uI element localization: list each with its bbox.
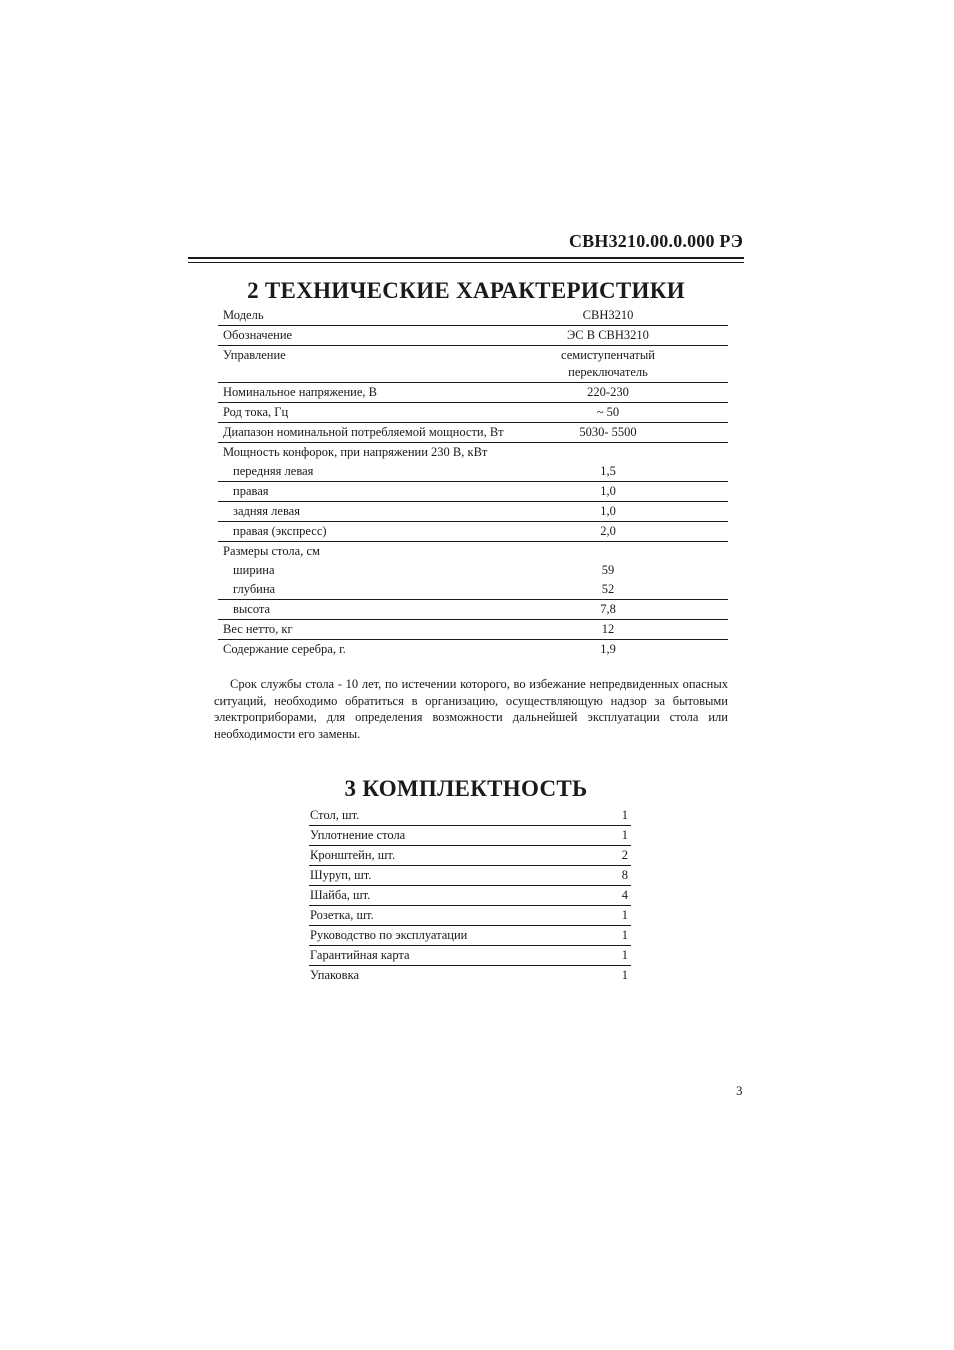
table-row <box>309 966 631 986</box>
kit-section-title: 3 КОМПЛЕКТНОСТЬ <box>344 776 588 801</box>
kit-item-label: Шайба, шт. <box>309 886 588 906</box>
spec-label: ширина <box>233 563 275 577</box>
spec-label: глубина <box>218 580 518 600</box>
table-row <box>218 522 728 542</box>
spec-label: Род тока, Гц <box>218 403 518 423</box>
table-row <box>309 946 631 966</box>
spec-value: 1,9 <box>600 642 616 656</box>
kit-item-qty: 1 <box>588 826 631 846</box>
spec-label: Обозначение <box>218 326 518 346</box>
kit-item-qty: 8 <box>588 866 631 886</box>
table-row <box>218 561 728 580</box>
kit-item-qty: 1 <box>588 906 631 926</box>
kit-item-label: Шуруп, шт. <box>309 866 588 886</box>
table-row <box>309 926 631 946</box>
kit-item-qty: 1 <box>621 968 628 982</box>
kit-item-label: Стол, шт. <box>309 806 588 826</box>
spec-label: Содержание серебра, г. <box>223 642 346 656</box>
spec-label: Номинальное напряжение, В <box>218 383 518 403</box>
document-code: СВН3210.00.0.000 РЭ <box>568 231 743 251</box>
table-row <box>218 443 728 463</box>
spec-value: ~ 50 <box>518 403 728 423</box>
kit-item-label: Упаковка <box>310 968 360 982</box>
spec-value: 1,0 <box>518 502 728 522</box>
spec-label: Модель <box>218 306 518 326</box>
table-row <box>218 542 728 562</box>
table-row <box>218 482 728 502</box>
spec-value: 220-230 <box>518 383 728 403</box>
table-row <box>218 462 728 482</box>
table-row <box>218 600 728 620</box>
service-life-paragraph: Срок службы стола - 10 лет, по истечении которого, во избежание непредвиденных опасных ситуаций, необходимо обратиться в организацию, осуществляющую надзор за бытовыми электроприборами, для определения возможности дальнейшей эксплуатации стола или необходимости его замены. <box>214 677 728 741</box>
spec-label: высота <box>218 600 518 620</box>
table-row <box>218 423 728 443</box>
table-row <box>309 806 631 826</box>
table-row <box>218 346 728 383</box>
table-row <box>218 326 728 346</box>
table-row <box>218 403 728 423</box>
kit-item-qty: 1 <box>588 806 631 826</box>
spec-value: 5030- 5500 <box>518 423 728 443</box>
spec-label: Вес нетто, кг <box>218 620 518 640</box>
kit-item-label: Руководство по эксплуатации <box>309 926 588 946</box>
kit-item-qty: 1 <box>588 946 631 966</box>
kit-item-label: Розетка, шт. <box>309 906 588 926</box>
table-row <box>309 886 631 906</box>
spec-label: Размеры стола, см <box>223 544 320 558</box>
spec-value: 1,5 <box>518 462 728 482</box>
kit-item-qty: 1 <box>588 926 631 946</box>
header-rule-thick <box>188 257 744 259</box>
spec-value <box>518 346 728 383</box>
spec-value-line-1: семиступенчатый <box>561 348 655 362</box>
kit-item-qty: 2 <box>588 846 631 866</box>
spec-value: 52 <box>518 580 728 600</box>
table-row <box>218 306 728 326</box>
table-row <box>309 866 631 886</box>
spec-value <box>518 443 728 463</box>
spec-value: 59 <box>601 563 615 577</box>
spec-value: СВН3210 <box>518 306 728 326</box>
table-row <box>218 640 728 660</box>
kit-item-label: Гарантийная карта <box>309 946 588 966</box>
kit-table <box>309 806 631 985</box>
spec-label: Управление <box>218 346 518 383</box>
table-row <box>218 620 728 640</box>
spec-label: правая (экспресс) <box>218 522 518 542</box>
specs-table <box>218 306 728 659</box>
kit-item-qty: 4 <box>588 886 631 906</box>
spec-label: задняя левая <box>218 502 518 522</box>
table-row <box>309 826 631 846</box>
spec-label: Мощность конфорок, при напряжении 230 В, кВт <box>223 445 488 459</box>
spec-label: правая <box>218 482 518 502</box>
spec-value-line-2: переключатель <box>568 365 648 379</box>
kit-item-label: Уплотнение стола <box>309 826 588 846</box>
header-rule-thin <box>188 262 744 263</box>
table-row <box>309 906 631 926</box>
page-number: 3 <box>736 1083 743 1098</box>
table-row <box>309 846 631 866</box>
spec-value: 2,0 <box>518 522 728 542</box>
spec-value: 12 <box>518 620 728 640</box>
table-row <box>218 580 728 600</box>
spec-label: передняя левая <box>218 462 518 482</box>
spec-value <box>518 542 728 562</box>
spec-value: ЭС В СВН3210 <box>518 326 728 346</box>
spec-value: 1,0 <box>518 482 728 502</box>
kit-item-label: Кронштейн, шт. <box>309 846 588 866</box>
spec-label: Диапазон номинальной потребляемой мощности, Вт <box>218 423 518 443</box>
table-row <box>218 383 728 403</box>
specs-section-title: 2 ТЕХНИЧЕСКИЕ ХАРАКТЕРИСТИКИ <box>247 278 685 303</box>
spec-value: 7,8 <box>518 600 728 620</box>
table-row <box>218 502 728 522</box>
